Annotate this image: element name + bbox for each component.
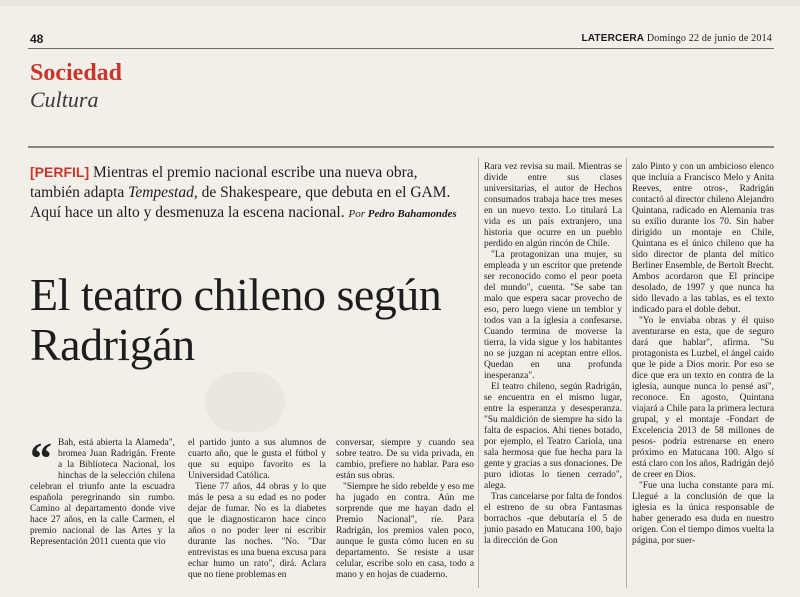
faded-photo bbox=[205, 372, 285, 432]
top-strip bbox=[0, 0, 800, 6]
article-column-3 bbox=[336, 438, 474, 581]
paragraph: Tiene 77 años, 44 obras y lo que más le pesa a su edad es no poder dejar de fumar. No es la diabetes que le diagnosticaron hace cinco años o no poder leer ni escribir durante las noches. "No. "Dar entrevistas es una buena excusa para echar humo un rato", dirá. Aclara que no tiene problemas en bbox=[188, 482, 326, 580]
byline: Por Pedro Bahamondes bbox=[348, 208, 457, 220]
article-column-2 bbox=[188, 438, 326, 581]
paragraph: "Fue una lucha constante para mí. Llegué a la conclusión de que la iglesia es la única responsable de haber generado esa duda en nuestro origen. Con el tiempo dimos vuelta la página, por suer- bbox=[632, 481, 774, 546]
lead-italic: Tempestad bbox=[128, 184, 194, 201]
quote-mark-icon: “ bbox=[30, 434, 52, 483]
page-number: 48 bbox=[30, 32, 44, 46]
column-divider bbox=[626, 158, 627, 588]
paragraph: "La protagonizan una mujer, su empleada y un escritor que pretende ser reconocido como el peor poeta del mundo", cuenta. "Se sabe tan malo que espera sacar provecho de eso, pero luego viene un temblor y todos van a la iglesia a confesarse. Cuando termina de moverse la tierra, la vida sigue y los habitantes no se juzgan ni aceptan entre ellos. Quedan en una profunda inesperanza". bbox=[484, 250, 622, 381]
issue-date: Domingo 22 de junio de 2014 bbox=[646, 33, 772, 44]
article-column-5 bbox=[632, 162, 774, 547]
article-lead bbox=[30, 162, 470, 224]
paragraph: Tras cancelarse por falta de fondos el estreno de su obra Fantasmas borrachos -que debutaría el 5 de junio pasado en Matucana 100, bajo la dirección de Gon bbox=[484, 492, 622, 546]
article-column-4 bbox=[484, 162, 622, 547]
paragraph: "Siempre he sido rebelde y eso me ha jugado en contra. Aún me sorprende que me hayan dado el Premio Nacional", ríe. Para Radrigán, los premios valen poco, aunque le gusta cómo lucen en su departamento. Se resiste a usar celular, escribe solo en casa, todo a mano y en hojas de cuaderno. bbox=[336, 482, 474, 580]
dateline bbox=[581, 33, 772, 44]
paragraph: zalo Pinto y con un ambicioso elenco que incluía a Francisco Melo y Anita Reeves, entre otros-, Radrigán contactó al director chileno Alejandro Quintana, radicado en Alemania tras su exilio durante los 70. Sin haber dirigido un montaje en Chile, Quintana es el único chileno que ha sido director de planta del mítico Berliner Ensemble, de Bertolt Brecht. Ambos acordaron que El príncipe desolado, de 1997 y que nunca ha sido llevado a las tablas, es el texto indicado para el doble debut. bbox=[632, 162, 774, 315]
paragraph: conversar, siempre y cuando sea sobre teatro. De su vida privada, en cambio, prefiere no hablar. Para eso están sus obras. bbox=[336, 438, 474, 481]
byline-author: Pedro Bahamondes bbox=[367, 208, 457, 220]
column-divider bbox=[478, 158, 479, 588]
lead-text-2: , de Shakespeare, que debuta en el GAM. Aquí hace un alto y desmenuza la escena nacional. bbox=[30, 184, 451, 221]
article-column-1 bbox=[30, 434, 175, 548]
section-rule bbox=[28, 146, 774, 148]
lead-text-1: Mientras el premio nacional escribe una nueva obra, también adapta bbox=[30, 164, 418, 201]
headline: El teatro chileno según Radrigán bbox=[30, 269, 442, 370]
paragraph: Rara vez revisa su mail. Mientras se divide entre sus clases universitarias, el autor de Hechos consumados trabaja hace tres meses en un nuevo texto. Lo titulará La vida es un país extranjero, una historia que ocurre en un pueblo perdido en algún rincón de Chile. bbox=[484, 162, 622, 249]
header-rule bbox=[28, 48, 774, 49]
paragraph: el partido junto a sus alumnos de cuarto año, que le gusta el fútbol y que su equipo favorito es la Universidad Católica. bbox=[188, 438, 326, 481]
paragraph: Bah, está abierta la Alameda", bromea Juan Radrigán. Frente a la Biblioteca Nacional, los hinchas de la selección chilena celebran el triunfo ante la escuadra española peregrinando sin rumbo. Camino al departamento donde vive hace 27 años, en la calle Carmen, el premio nacional de las Artes y la Representación 2011 cuenta que vio bbox=[30, 438, 175, 547]
section-title: Sociedad bbox=[30, 60, 123, 86]
newspaper-name: LATERCERA bbox=[581, 33, 645, 44]
paragraph: "Yo le enviaba obras y él quiso aventurarse en esta, que de seguro dará que hablar", afirma. "Su protagonista es Luzbel, el ángel caído que le pide a Dios morir. Por eso se dice que era un texto en contra de la iglesia, aunque nunca lo pensé así", reconoce. En agosto, Quintana viajará a Chile para la primera lectura grupal, y el montaje -Fondart de Excelencia 2013 de 58 millones de pesos- podría estrenarse en enero próximo en Matucana 100. Algo sí está claro con los años, Radrigán dejó de creer en Dios. bbox=[632, 316, 774, 480]
paragraph: El teatro chileno, según Radrigán, se encuentra en el mismo lugar, entre la esperanza y desesperanza. "Su maldición de siempre ha sido la falta de espacios. Ahí tienes botado, por ejemplo, el Teatro Cariola, una sala hermosa que fue hecha para la gente y gracias a sus donaciones. De puro idiotas lo tienen cerrado", alega. bbox=[484, 382, 622, 491]
lead-tag: [PERFIL] bbox=[30, 164, 90, 180]
subsection-title: Cultura bbox=[30, 87, 99, 112]
